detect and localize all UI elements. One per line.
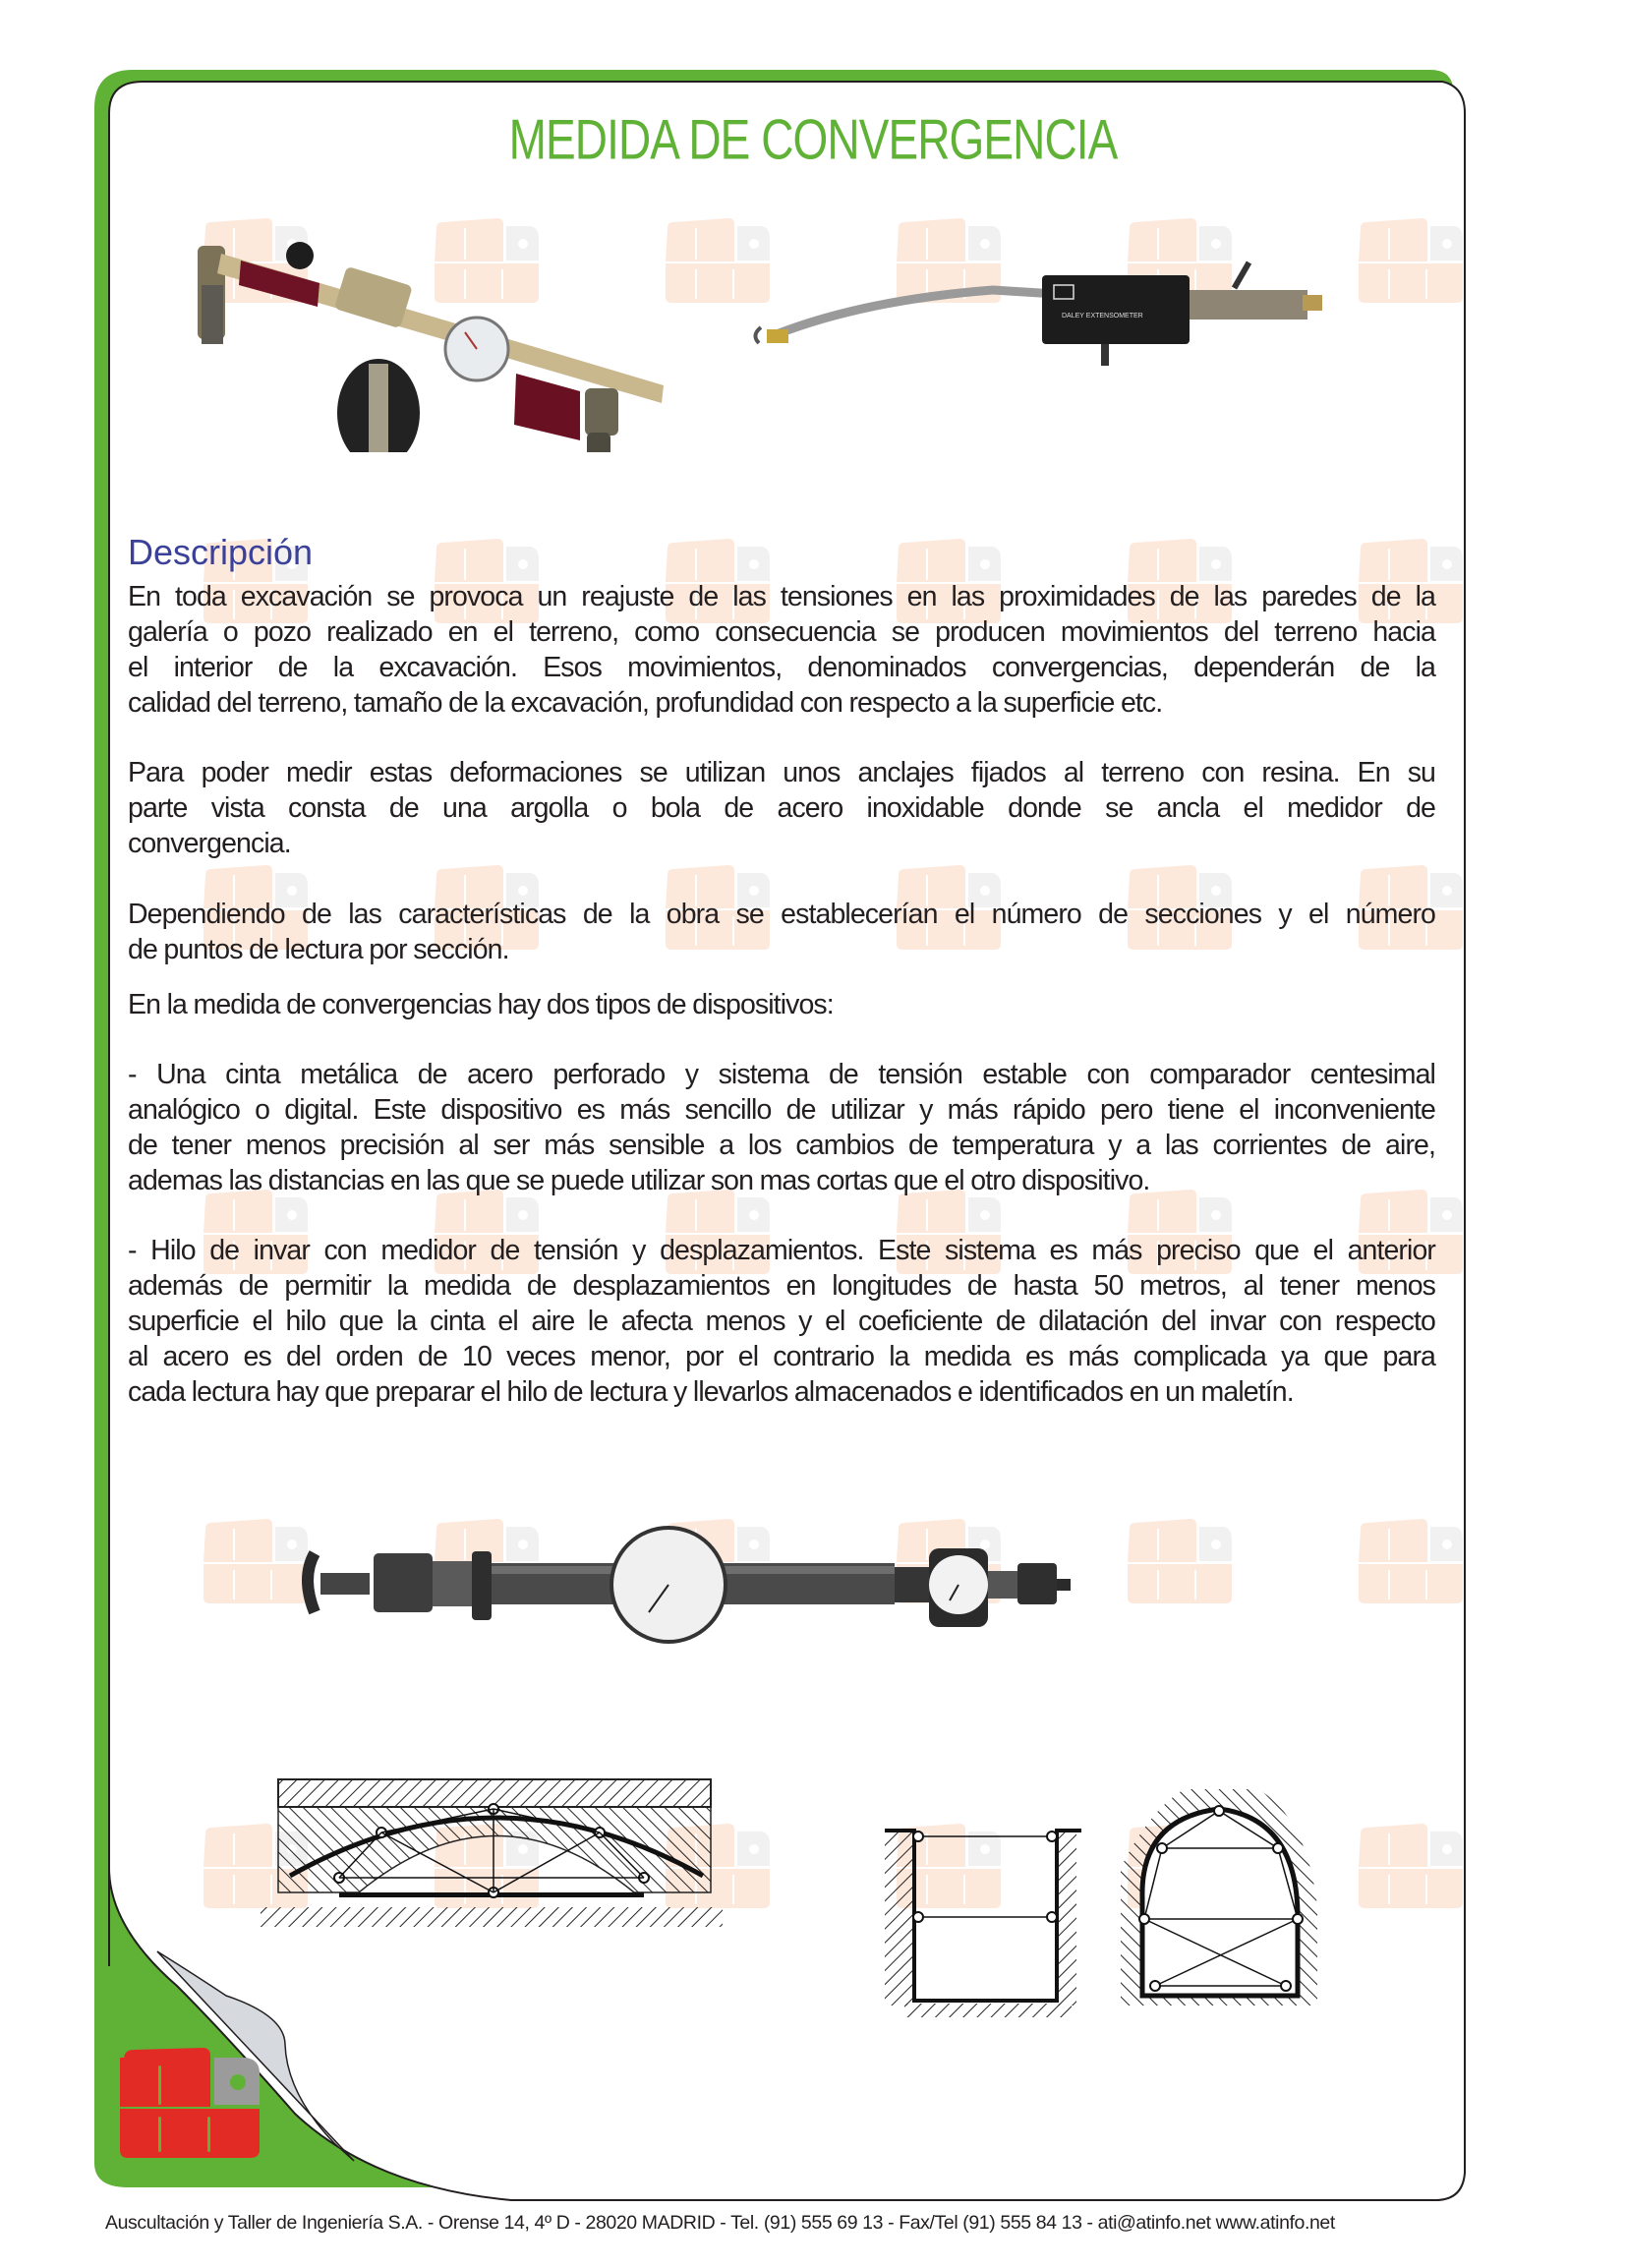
paragraph-line: además de permitir la medida de desplazamientos en longitudes de hasta 50 metros, al tener menos <box>128 1270 1435 1302</box>
paragraph-line: galería o pozo realizado en el terreno, como consecuencia se producen movimientos del terreno hacia <box>128 616 1435 648</box>
paragraph-line: analógico o digital. Este dispositivo es más sencillo de utilizar y más rápido pero tiene el inconveniente <box>128 1094 1435 1126</box>
page-title: MEDIDA DE CONVERGENCIA <box>508 107 1118 171</box>
paragraph-line: superficie el hilo que la cinta el aire le afecta menos y el coeficiente de dilatación del invar con respecto <box>128 1306 1435 1337</box>
section-heading-descripcion: Descripción <box>128 532 314 572</box>
paragraph-line: ademas las distancias en las que se puede utilizar son mas cortas que el otro dispositivo. <box>128 1165 1150 1196</box>
vault-convergence-diagram <box>251 1770 742 1956</box>
paragraph-line: Dependiendo de las características de la obra se establecerían el número de secciones y el número <box>128 899 1435 930</box>
paragraph-line: - Hilo de invar con medidor de tensión y desplazamientos. Este sistema es más preciso que el anterior <box>128 1235 1435 1266</box>
paragraph-line: calidad del terreno, tamaño de la excavación, profundidad con respecto a la superficie etc. <box>128 687 1163 719</box>
paragraph-3 <box>128 897 1435 967</box>
paragraph-line: Para poder medir estas deformaciones se utilizan unos anclajes fijados al terreno con resina. En su <box>128 757 1435 788</box>
paragraph-line: al acero es del orden de 10 veces menor, por el contrario la medida es más complicada ya que para <box>128 1341 1435 1372</box>
tape-extensometer-analog-image <box>192 216 683 452</box>
ati-logo-icon <box>116 2048 260 2160</box>
invar-wire-gauge-image <box>275 1524 1317 1652</box>
device-label: DALEY EXTENSOMETER <box>1062 313 1143 320</box>
ati-watermark-icon <box>1357 1519 1465 1605</box>
shaft-tunnel-convergence-diagram <box>885 1789 1357 2025</box>
paragraph-line: En la medida de convergencias hay dos tipos de dispositivos: <box>128 989 834 1020</box>
paragraph-4 <box>128 987 1435 1022</box>
paragraph-line: de tener menos precisión al ser más sensible a los cambios de temperatura y a las corrientes de aire, <box>128 1130 1435 1161</box>
paragraph-1 <box>128 579 1435 721</box>
paragraph-line: convergencia. <box>128 828 291 859</box>
tape-extensometer-digital-image <box>747 251 1376 378</box>
paragraph-line: de puntos de lectura por sección. <box>128 934 509 965</box>
paragraph-line: parte vista consta de una argolla o bola de acero inoxidable donde se ancla el medidor de <box>128 792 1435 824</box>
ati-watermark-icon <box>1357 1824 1465 1910</box>
paragraph-line: En toda excavación se provoca un reajuste de las tensiones en las proximidades de las paredes de la <box>128 581 1435 612</box>
paragraph-line: el interior de la excavación. Esos movimientos, denominados convergencias, dependerán de la <box>128 652 1435 683</box>
paragraph-line: cada lectura hay que preparar el hilo de lectura y llevarlos almacenados e identificados en un maletín. <box>128 1376 1294 1408</box>
paragraph-5 <box>128 1057 1435 1198</box>
paragraph-2 <box>128 755 1435 861</box>
paragraph-line: - Una cinta metálica de acero perforado y sistema de tensión estable con comparador centesimal <box>128 1059 1435 1090</box>
footer-contact-info: Auscultación y Taller de Ingeniería S.A. - Orense 14, 4º D - 28020 MADRID - Tel. (91) 555 69 13 - Fax/Tel (91) 555 84 13 - ati@atinfo.net www.atinfo.net <box>105 2212 1335 2234</box>
paragraph-6 <box>128 1233 1435 1410</box>
